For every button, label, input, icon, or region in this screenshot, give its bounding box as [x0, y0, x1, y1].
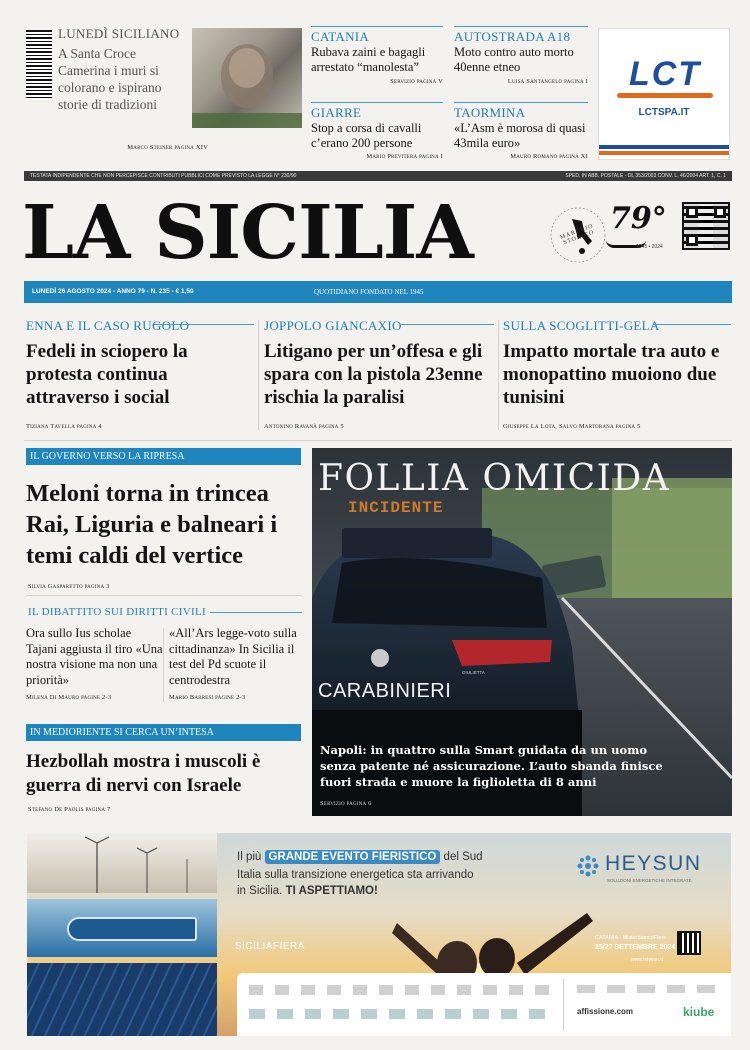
brief-text: «L’Asm è morosa di quasi 43mila euro» — [454, 121, 586, 150]
lct-logo: LCT — [628, 55, 702, 93]
sponsor-kiube: kiube — [683, 1005, 715, 1019]
photo-byline: Servizio pagina 6 — [320, 800, 372, 807]
story-joppolo[interactable] — [264, 318, 494, 430]
story-headline: Litigano per un’offesa e gli spara con la pistola 23enne rischia la paralisi — [264, 341, 483, 408]
story-byline: Antonino Ravanà pagina 5 — [264, 423, 344, 430]
masthead-title[interactable]: LA SICILIA — [22, 190, 473, 276]
kicker-rule — [154, 324, 254, 325]
event-place: CATANIA - MisterbiancoFiere — [595, 935, 667, 941]
wind-turbines-photo — [27, 833, 217, 893]
brief-kicker: CATANIA — [311, 29, 370, 44]
top-strip — [24, 26, 732, 164]
mural-face-icon — [192, 28, 302, 128]
banner-highlight: GRANDE EVENTO FIERISTICO — [265, 850, 441, 864]
lct-url: LCTSPA.IT — [638, 107, 690, 118]
qr-corner-bl — [686, 234, 698, 246]
lct-stripe-orange — [599, 151, 729, 155]
feature-byline: Marco Steiner pagina XIV — [127, 144, 208, 151]
brief-byline: Luisa Santangelo pagina I — [507, 78, 588, 85]
sponsor-logos-row2 — [249, 1009, 549, 1019]
train-body-icon — [67, 917, 197, 941]
legal-left: TESTATA INDIPENDENTE CHE NON PERCEPISCE CONTRIBUTI PUBBLICI COME PREVISTO LA LEGGE N° 230/90 — [30, 173, 297, 179]
main-headline[interactable]: Meloni torna in trincea Rai, Liguria e balneari i temi caldi del vertice — [26, 480, 278, 569]
brief-byline: Mauro Romano pagina XI — [510, 153, 588, 160]
qr-code-icon[interactable] — [682, 202, 730, 250]
sponsor-logos-row3 — [577, 985, 721, 993]
debate-kicker-rule — [210, 612, 302, 613]
event-site: www.heysun.it — [631, 957, 663, 963]
sponsor-divider — [563, 979, 564, 1031]
anniversary-number: 79° — [610, 201, 667, 236]
row1-divider-1 — [258, 320, 259, 430]
mideast-byline: Stefano De Paolis pagina 7 — [28, 806, 111, 813]
banner-pre: Il più — [237, 851, 262, 863]
row1-divider-2 — [498, 320, 499, 430]
banner-line3b: TI ASPETTIAMO! — [285, 885, 378, 897]
brief-giarre[interactable] — [311, 102, 443, 160]
heysun-banner-ad[interactable] — [27, 833, 731, 1036]
main-byline: Silvia Gasparetto pagina 3 — [28, 583, 110, 590]
lct-stripe-blue — [599, 145, 729, 149]
anniversary-years: 1945 • 2024 — [636, 244, 663, 250]
sponsor-affissione: affissione.com — [577, 1007, 634, 1016]
feature-kicker: LUNEDÌ SICILIANO — [58, 26, 180, 41]
debate-divider — [163, 628, 164, 702]
event-dates: 25/27 SETTEMBRE 2024 — [595, 944, 676, 951]
photo-title: FOLLIA OMICIDA — [318, 458, 671, 499]
banner-line2: Italia sulla transizione energetica sta arrivando — [237, 869, 474, 881]
sponsor-strip — [237, 973, 731, 1036]
qr-corner-tr — [714, 206, 726, 218]
car-badge: GIULIETTA — [462, 670, 485, 675]
row1-bottom-rule — [24, 440, 732, 441]
incidente-sign: INCIDENTE — [348, 499, 444, 517]
legal-strap — [24, 171, 732, 181]
wind-turbine-icon — [27, 833, 217, 893]
barcode-icon — [26, 30, 52, 100]
brief-text: Rubava zaini e bagagli arrestato “manolesta” — [311, 45, 426, 74]
mideast-headline[interactable]: Hezbollah mostra i muscoli è guerra di nervi con Israele — [26, 751, 261, 796]
feature-text: A Santa Croce Camerina i muri si colorano e ispirano storie di tradizioni — [58, 46, 162, 112]
solar-panels-photo — [27, 963, 217, 1036]
kicker-rule — [400, 324, 494, 325]
brief-text: Moto contro auto morto 40enne etneo — [454, 45, 574, 74]
debate-right-text: «All’Ars legge-voto sulla cittadinanza» In Sicilia il test del Pd scuote il centrodestra — [169, 626, 297, 687]
heysun-dots-icon — [575, 853, 601, 879]
heysun-logo — [575, 851, 725, 891]
debate-right[interactable] — [169, 626, 307, 701]
brief-autostrada[interactable] — [454, 26, 588, 85]
debate-left[interactable] — [26, 626, 164, 701]
story-headline: Fedeli in sciopero la protesta continua attraverso i social — [26, 341, 188, 408]
qr-corner-tl — [686, 206, 698, 218]
lct-ad[interactable] — [598, 28, 730, 160]
debate-kicker: IL DIBATTITO SUI DIRITTI CIVILI — [28, 606, 206, 618]
debate-left-byline: Milena Di Mauro pagine 2-3 — [26, 694, 112, 701]
brief-byline: Servizio pagina V — [390, 78, 443, 85]
story-headline: Impatto mortale tra auto e monopattino muoiono due tunisini — [503, 341, 720, 408]
marchio-storico-badge — [548, 205, 608, 265]
brief-catania[interactable] — [311, 26, 443, 85]
lct-swoosh-icon — [617, 93, 713, 98]
debate-left-text: Ora sullo Ius scholae Tajani aggiusta il tiro «Una nostra visione ma non una priorità» — [26, 626, 163, 687]
sponsor-logos-row1 — [249, 985, 549, 995]
heysun-brand: HEYSUN — [605, 852, 702, 875]
heysun-sub: SOLUZIONI ENERGETICHE INTEGRATE — [607, 878, 692, 883]
brief-byline: Mario Previtera pagina I — [366, 153, 443, 160]
banner-line1 — [237, 849, 537, 865]
brief-taormina[interactable] — [454, 102, 588, 160]
photo-caption: Napoli: in quattro sulla Smart guidata da un uomo senza patente né assicurazione. L’auto sbanda finisce fuori strada e muore la figlioletta di 8 anni — [320, 743, 663, 789]
banner-line3 — [237, 883, 537, 899]
marchio-label: MARCHIO STORICO — [559, 223, 596, 247]
dateline-band — [24, 281, 732, 303]
story-scoglitti[interactable] — [503, 318, 732, 430]
kicker-rule — [653, 324, 731, 325]
brief-kicker: GIARRE — [311, 105, 362, 120]
brief-text: Stop a corsa di cavalli c’erano 200 persone — [311, 121, 422, 150]
brief-kicker: AUTOSTRADA A18 — [454, 29, 571, 44]
carabinieri-text: CARABINIERI — [318, 680, 452, 702]
banner-line3a: in Sicilia. — [237, 885, 283, 897]
story-enna[interactable] — [26, 318, 254, 430]
dateline: LUNEDÌ 26 AGOSTO 2024 - ANNO 79 - N. 235 - € 1,50 — [32, 288, 194, 295]
main-kicker-band: IL GOVERNO VERSO LA RIPRESA — [26, 448, 301, 465]
debate-right-byline: Mario Barresi pagine 2-3 — [169, 694, 246, 701]
story-kicker: SULLA SCOGLITTI-GELA — [503, 318, 660, 333]
story-byline: Giuseppe La Lota, Salvo Martorana pagina 5 — [503, 423, 641, 430]
siciliafiera-logo: SICILIAFIERA — [235, 941, 305, 952]
story-kicker: ENNA E IL CASO RUGOLO — [26, 318, 190, 333]
mideast-kicker-band: IN MEDIORIENTE SI CERCA UN’INTESA — [26, 724, 301, 741]
train-photo — [27, 899, 217, 957]
feature-story[interactable] — [58, 26, 186, 113]
mural-photo[interactable] — [192, 28, 302, 128]
story-kicker: JOPPOLO GIANCAXIO — [264, 318, 402, 333]
brief-kicker: TAORMINA — [454, 105, 526, 120]
legal-right: SPED. IN ABB. POSTALE - DL 353/2003 CONV. L. 46/2004 ART. 1, C. 1 — [565, 173, 726, 179]
main-bottom-rule — [26, 595, 302, 596]
banner-post: del Sud — [443, 851, 483, 863]
story-byline: Tiziana Tavella pagina 4 — [26, 423, 102, 430]
lead-photo[interactable] — [312, 448, 732, 816]
banner-qr-icon[interactable] — [677, 931, 701, 955]
founded-line: QUOTIDIANO FONDATO NEL 1945 — [314, 288, 424, 296]
